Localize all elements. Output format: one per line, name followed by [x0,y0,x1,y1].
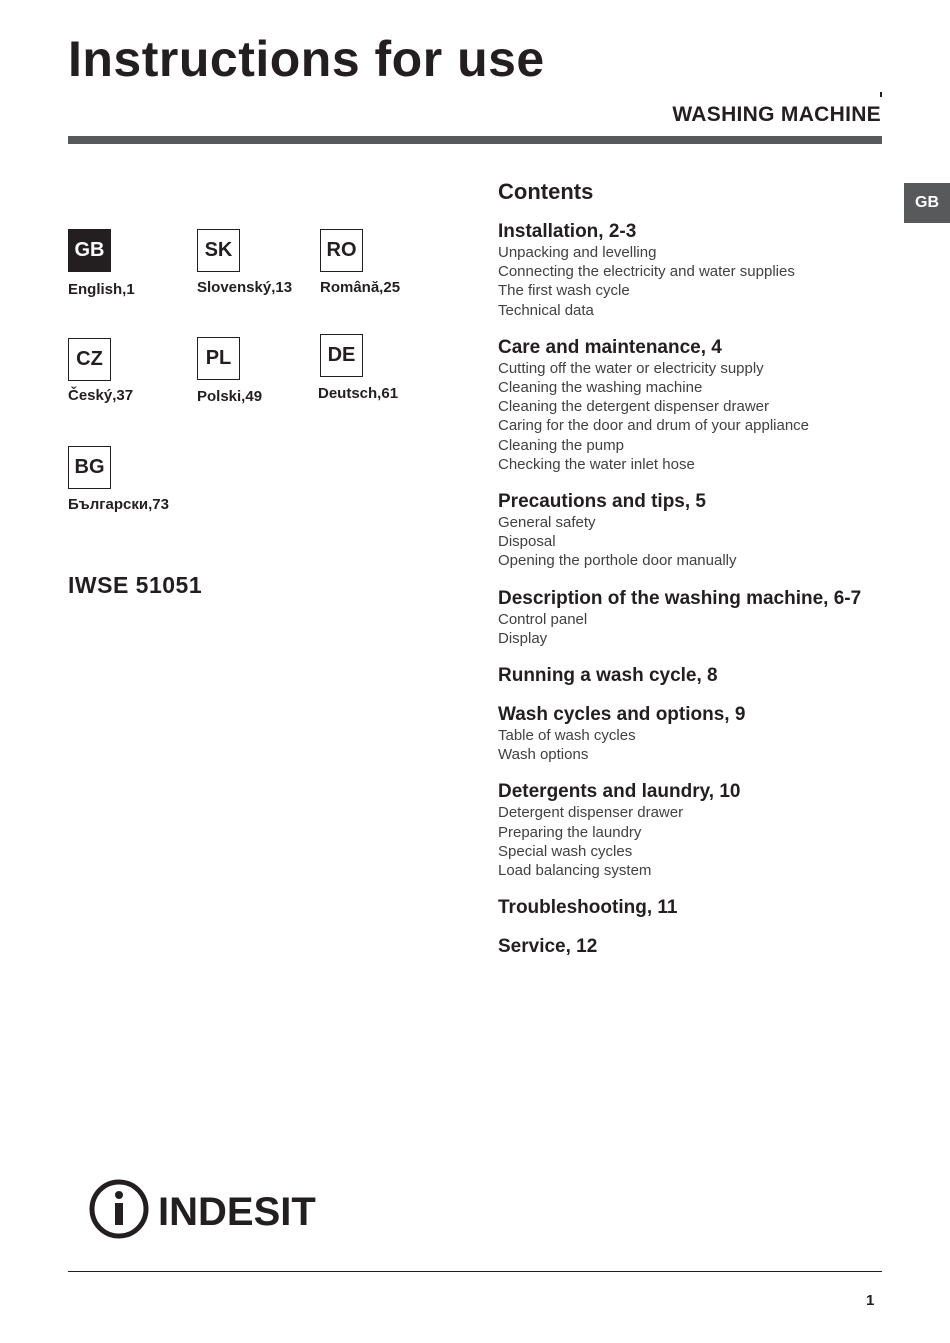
language-code-badge: SK [197,229,240,272]
language-label: Български,73 [68,496,169,513]
language-cz[interactable] [68,338,188,404]
toc-section [498,664,898,687]
language-code-badge: BG [68,446,111,489]
toc-subitem[interactable]: Detergent dispenser drawer [498,804,684,822]
language-label: Deutsch,61 [318,385,399,402]
toc-section [498,896,898,919]
language-code-badge: GB [68,229,111,272]
language-label: Slovenský,13 [197,279,293,296]
toc-subitem[interactable]: Table of wash cycles [498,727,636,745]
language-label: Český,37 [68,387,134,404]
toc-section-title[interactable]: Wash cycles and options, 9 [498,704,746,726]
product-type-subtitle: WASHING MACHINE [672,103,881,126]
toc-subitem[interactable]: Control panel [498,610,588,628]
toc-section-title[interactable]: Running a wash cycle, 8 [498,665,718,687]
toc-section-title[interactable]: Troubleshooting, 11 [498,897,678,919]
toc-section [498,220,898,320]
toc-subitem[interactable]: Preparing the laundry [498,823,642,841]
language-bg[interactable] [68,446,188,513]
toc-subitem[interactable]: Load balancing system [498,862,652,880]
toc-subitem[interactable]: General safety [498,514,596,532]
toc-section [498,587,898,648]
toc-section [498,490,898,571]
toc-subitem[interactable]: Cleaning the pump [498,436,624,454]
page-number: 1 [866,1292,875,1309]
toc-section-title[interactable]: Service, 12 [498,936,598,958]
toc-section-title[interactable]: Detergents and laundry, 10 [498,781,741,803]
language-code-badge: DE [320,334,363,377]
toc-section-title[interactable]: Precautions and tips, 5 [498,491,706,513]
toc-subitem[interactable]: Cleaning the detergent dispenser drawer [498,398,770,416]
language-side-tab: GB [904,183,950,223]
toc-subitem[interactable]: Unpacking and levelling [498,244,657,261]
toc-section-title[interactable]: Installation, 2-3 [498,221,637,242]
language-code-badge: PL [197,337,240,380]
indesit-logo [88,1178,318,1240]
header-rule [68,136,882,144]
toc-subitem[interactable]: Technical data [498,301,594,319]
language-pl[interactable] [197,337,317,405]
language-ro[interactable] [320,229,440,296]
toc-section-title[interactable]: Description of the washing machine, 6-7 [498,587,862,609]
language-label: English,1 [68,281,135,298]
language-label: Română,25 [320,279,401,296]
toc-subitem[interactable]: The first wash cycle [498,282,630,300]
language-code-badge: CZ [68,338,111,381]
toc-subitem[interactable]: Disposal [498,533,556,551]
toc-section [498,935,898,958]
toc-subitem[interactable]: Opening the porthole door manually [498,552,737,570]
document-title: Instructions for use [68,31,545,87]
toc-subitem[interactable]: Wash options [498,746,589,764]
toc-section [498,780,898,880]
footer-rule [68,1271,882,1272]
brand-name: INDESIT [158,1190,316,1234]
toc-subitem[interactable]: Checking the water inlet hose [498,455,695,473]
toc-subitem[interactable]: Display [498,629,548,647]
toc-subitem[interactable]: Cutting off the water or electricity supply [498,359,764,377]
model-number: IWSE 51051 [68,572,203,598]
table-of-contents [498,220,898,974]
toc-section [498,336,898,474]
toc-subitem[interactable]: Connecting the electricity and water supplies [498,263,795,281]
language-gb[interactable] [68,229,188,298]
toc-section-title[interactable]: Care and maintenance, 4 [498,336,722,358]
language-label: Polski,49 [197,388,263,405]
toc-section [498,703,898,764]
language-code-badge: RO [320,229,363,272]
toc-subitem[interactable]: Cleaning the washing machine [498,379,703,397]
contents-heading: Contents [498,179,594,204]
language-de[interactable] [320,334,440,402]
header-tick-mark [880,92,882,97]
language-sk[interactable] [197,229,317,296]
toc-subitem[interactable]: Caring for the door and drum of your appliance [498,417,810,435]
toc-subitem[interactable]: Special wash cycles [498,842,633,860]
